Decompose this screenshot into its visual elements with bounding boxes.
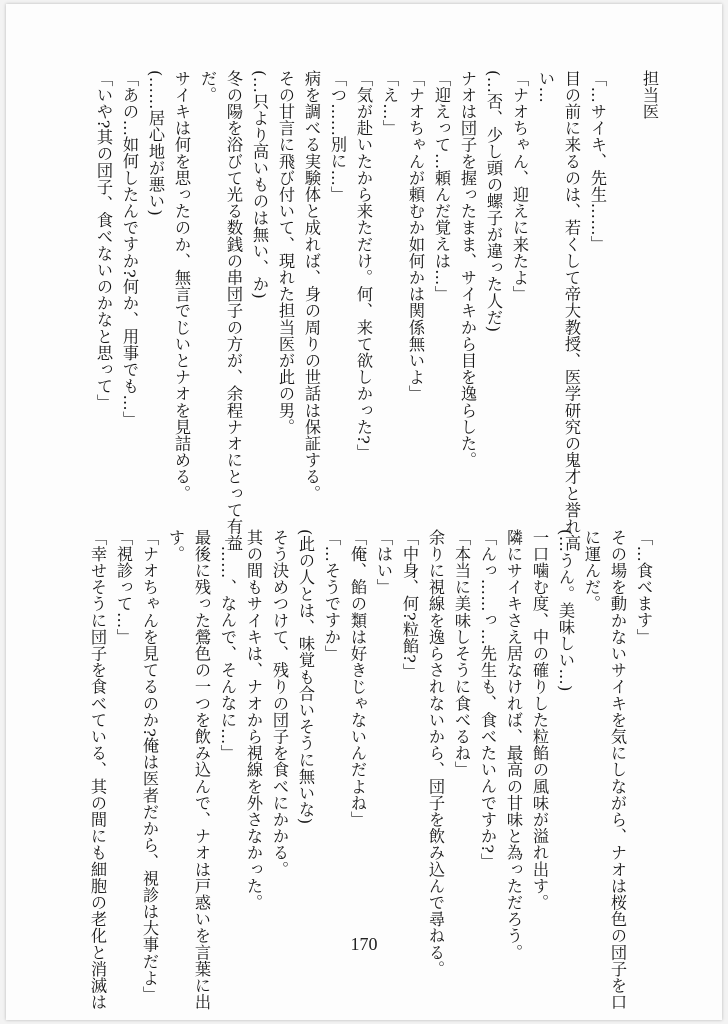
text-line: 「……、なんで、そんなに…」 bbox=[218, 529, 237, 762]
text-line: (此の人とは、味覚も合いそうに無いな) bbox=[296, 529, 315, 825]
text-line: 「…食べます」 bbox=[634, 529, 653, 646]
text-line: 一口噛む度、中の確りした粒餡の風味が溢れ出す。 bbox=[530, 529, 549, 911]
text-line: サイキは何を思ったのか、無言でじいとナオを見詰める。 bbox=[172, 70, 191, 502]
page-number: 170 bbox=[350, 934, 378, 954]
text-line: 「気が赴いたから来ただけ。何、来て欲しかった?」 bbox=[354, 70, 373, 461]
text-line: 其の間もサイキは、ナオから視線を外さなかった。 bbox=[244, 529, 263, 911]
text-line: 「…そうですか」 bbox=[322, 529, 341, 662]
text-line: す。 bbox=[166, 529, 185, 563]
text-line: 「…サイキ、先生……」 bbox=[588, 70, 607, 253]
text-line: 「え…」 bbox=[380, 70, 399, 137]
text-line: そう決めつけて、残りの団子を食べにかかる。 bbox=[270, 529, 289, 878]
text-line: (…否、少し頭の螺子が違った人だ) bbox=[484, 70, 503, 333]
text-line: 病を調べる実験体と成れば、身の周りの世話は保証する。 bbox=[302, 70, 321, 502]
text-line: 「んっ……っ…先生も、食べたいんですか?」 bbox=[478, 529, 497, 871]
text-line: 「はい」 bbox=[374, 529, 393, 596]
text-line: ナオは団子を握ったまま、サイキから目を逸らした。 bbox=[458, 70, 477, 469]
text-line: 余りに視線を逸らされないから、団子を飲み込んで尋ねる。 bbox=[426, 529, 445, 978]
upper-text-block bbox=[90, 70, 662, 552]
text-line: 目の前に来るのは、若くして帝大教授、医学研究の鬼才と誉れ高 bbox=[562, 70, 581, 552]
text-line: 「俺、餡の類は好きじゃないんだよね」 bbox=[348, 529, 367, 828]
text-line: 隣にサイキさえ居なければ、最高の甘味と為っただろう。 bbox=[504, 529, 523, 961]
text-line: (…只より高いものは無い、か) bbox=[250, 70, 269, 300]
text-line: だ。 bbox=[198, 70, 217, 104]
text-line: 「いや?其の団子、食べないのかなと思って」 bbox=[94, 70, 113, 412]
text-line: 「中身、何?粒餡?」 bbox=[400, 529, 419, 680]
text-line: 「視診って…」 bbox=[114, 529, 133, 646]
text-line: 冬の陽を浴びて光る数銭の串団子の方が、余程ナオにとって有益 bbox=[224, 70, 243, 552]
text-line: (…うん。美味しい…) bbox=[556, 529, 575, 692]
text-line: 最後に残った鶯色の一つを飲み込んで、ナオは戸惑いを言葉に出 bbox=[192, 529, 211, 1011]
text-line bbox=[610, 70, 636, 490]
text-line: 「つ……別に…」 bbox=[328, 70, 347, 203]
text-line: その場を動かないサイキを気にしながら、ナオは桜色の団子を口 bbox=[608, 529, 627, 1011]
book-page bbox=[6, 4, 722, 1020]
text-line: 「本当に美味しそうに食べるね」 bbox=[452, 529, 471, 778]
text-line: い… bbox=[536, 70, 555, 104]
text-line: その甘言に飛び付いて、現れた担当医が此の男。 bbox=[276, 70, 295, 436]
text-line: 「幸せそうに団子を食べている、其の間にも細胞の老化と消滅は bbox=[88, 529, 107, 1011]
text-line: 「ナオちゃんが頼むか如何かは関係無いよ」 bbox=[406, 70, 425, 402]
text-line: 「迎えって…頼んだ覚えは…」 bbox=[432, 70, 451, 303]
text-line: (……居心地が悪い) bbox=[146, 70, 165, 217]
text-line: に運んだ。 bbox=[582, 529, 601, 612]
text-line: 「ナオちゃんを見てるのか?俺は医者だから、視診は大事だよ」 bbox=[140, 529, 159, 1003]
text-line: 担当医 bbox=[640, 70, 659, 120]
text-line: 「あの…如何したんですか?何か、用事でも…」 bbox=[120, 70, 139, 428]
text-line: 「ナオちゃん、迎えに来たよ」 bbox=[510, 70, 529, 303]
